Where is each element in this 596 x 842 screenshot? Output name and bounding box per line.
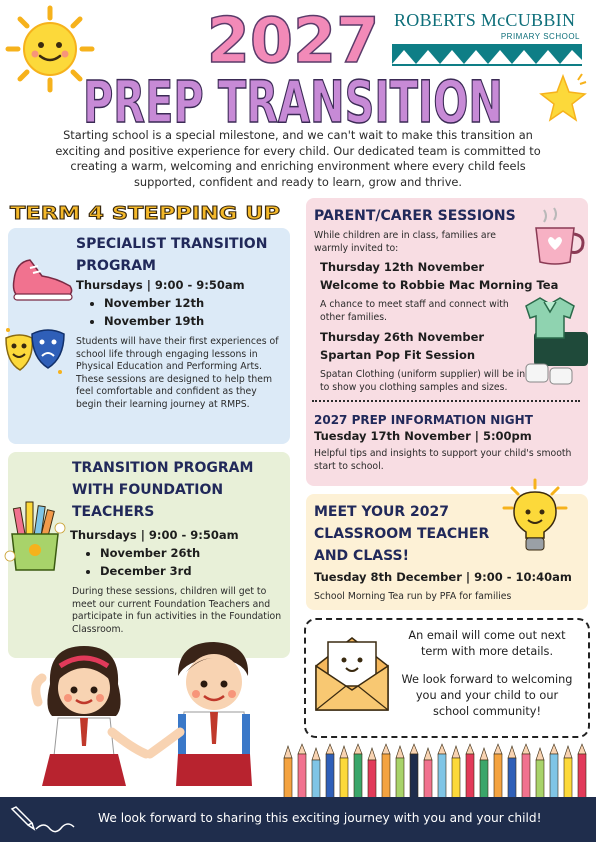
intro-paragraph: Starting school is a special milestone, and we can't wait to make this transition an exciting and positive experience for every child. Our dedicated team is committed to creating a warm, welcoming and enriching environment where every child feels supported, confident and ready to learn, grow and thrive.: [55, 128, 541, 189]
tea-cup-icon: [528, 206, 588, 268]
svg-text:PREP TRANSITION: PREP TRANSITION: [83, 68, 503, 136]
specialist-dates: [88, 294, 204, 330]
specialist-schedule: Thursdays | 9:00 - 9:50am: [76, 278, 245, 292]
theatre-masks-icon: [2, 322, 68, 378]
foundation-date: • November 26th: [100, 544, 200, 562]
term-heading: [8, 200, 298, 224]
specialist-title-line2: PROGRAM: [76, 258, 156, 274]
meet-title-line3: AND CLASS!: [314, 548, 409, 564]
svg-text:TERM 4 STEPPING UP: TERM 4 STEPPING UP: [10, 203, 280, 224]
email-message: [390, 628, 584, 720]
meet-title-line2: CLASSROOM TEACHER: [314, 526, 490, 542]
page-title: [78, 66, 508, 136]
specialist-date: • November 12th: [104, 294, 204, 312]
info-night-when: Tuesday 17th November | 5:00pm: [314, 429, 532, 443]
info-night-title: 2027 PREP INFORMATION NIGHT: [314, 413, 533, 427]
uniform-icon: [520, 292, 590, 388]
session2-date: Thursday 26th November: [320, 330, 485, 344]
logo-band: [392, 44, 582, 66]
pencil-scribble-icon: [8, 803, 78, 837]
specialist-title-line1: SPECIALIST TRANSITION: [76, 236, 268, 252]
svg-text:2027: 2027: [206, 4, 380, 77]
specialist-date: • November 19th: [104, 312, 204, 330]
session1-date: Thursday 12th November: [320, 260, 485, 274]
meet-note: School Morning Tea run by PFA for families: [314, 591, 512, 602]
star-icon: [538, 70, 588, 126]
specialist-description: Students will have their first experiences of school life through engaging lessons in Physical Education and Performing Arts. These sessions are designed to help them feel comfortable and confident as they begin their learning journey at RMPS.: [76, 336, 279, 410]
session1-description: A chance to meet staff and connect with other families.: [320, 299, 509, 323]
email-line: you and your child to our: [415, 689, 559, 702]
meet-when: Tuesday 8th December | 9:00 - 10:40am: [314, 570, 572, 584]
footer-banner: [0, 797, 596, 842]
foundation-title-line3: TEACHERS: [72, 504, 155, 520]
foundation-date: • December 3rd: [100, 562, 200, 580]
email-line: We look forward to welcoming: [401, 673, 573, 686]
session2-name: Spartan Pop Fit Session: [320, 348, 476, 362]
session1-name: Welcome to Robbie Mac Morning Tea: [320, 278, 559, 292]
pencil-pot-icon: [4, 496, 66, 576]
meet-title-line1: MEET YOUR 2027: [314, 504, 450, 520]
shoe-icon: [8, 252, 78, 304]
parent-title: PARENT/CARER SESSIONS: [314, 208, 516, 224]
email-line: school community!: [432, 705, 542, 718]
foundation-title-line1: TRANSITION PROGRAM: [72, 460, 254, 476]
session2-description: Spatan Clothing (uniform supplier) will be in to show you clothing samples and sizes.: [320, 369, 526, 393]
envelope-icon: [312, 632, 392, 714]
foundation-description: During these sessions, children will get to meet our current Foundation Teachers and participate in fun activities in the Foundation Classroom.: [72, 586, 282, 635]
pencil-row-icon: [282, 744, 596, 798]
logo-subtitle: PRIMARY SCHOOL: [500, 32, 580, 41]
email-line: An email will come out next: [408, 629, 566, 642]
foundation-dates: [84, 544, 200, 580]
email-line: term with more details.: [420, 645, 554, 658]
parent-intro: While children are in class, families are warmly invited to:: [314, 230, 496, 254]
children-icon: [28, 636, 272, 798]
school-logo: [392, 10, 584, 68]
lightbulb-icon: [500, 478, 570, 556]
foundation-title-line2: WITH FOUNDATION: [72, 482, 224, 498]
section-divider: [312, 400, 580, 402]
footer-text: We look forward to sharing this exciting journey with you and your child!: [98, 811, 542, 825]
foundation-schedule: Thursdays | 9:00 - 9:50am: [70, 528, 239, 542]
info-night-description: Helpful tips and insights to support your child's smooth start to school.: [314, 448, 572, 472]
logo-name: ROBERTS McCUBBIN: [394, 10, 576, 30]
title-year: [206, 0, 380, 77]
